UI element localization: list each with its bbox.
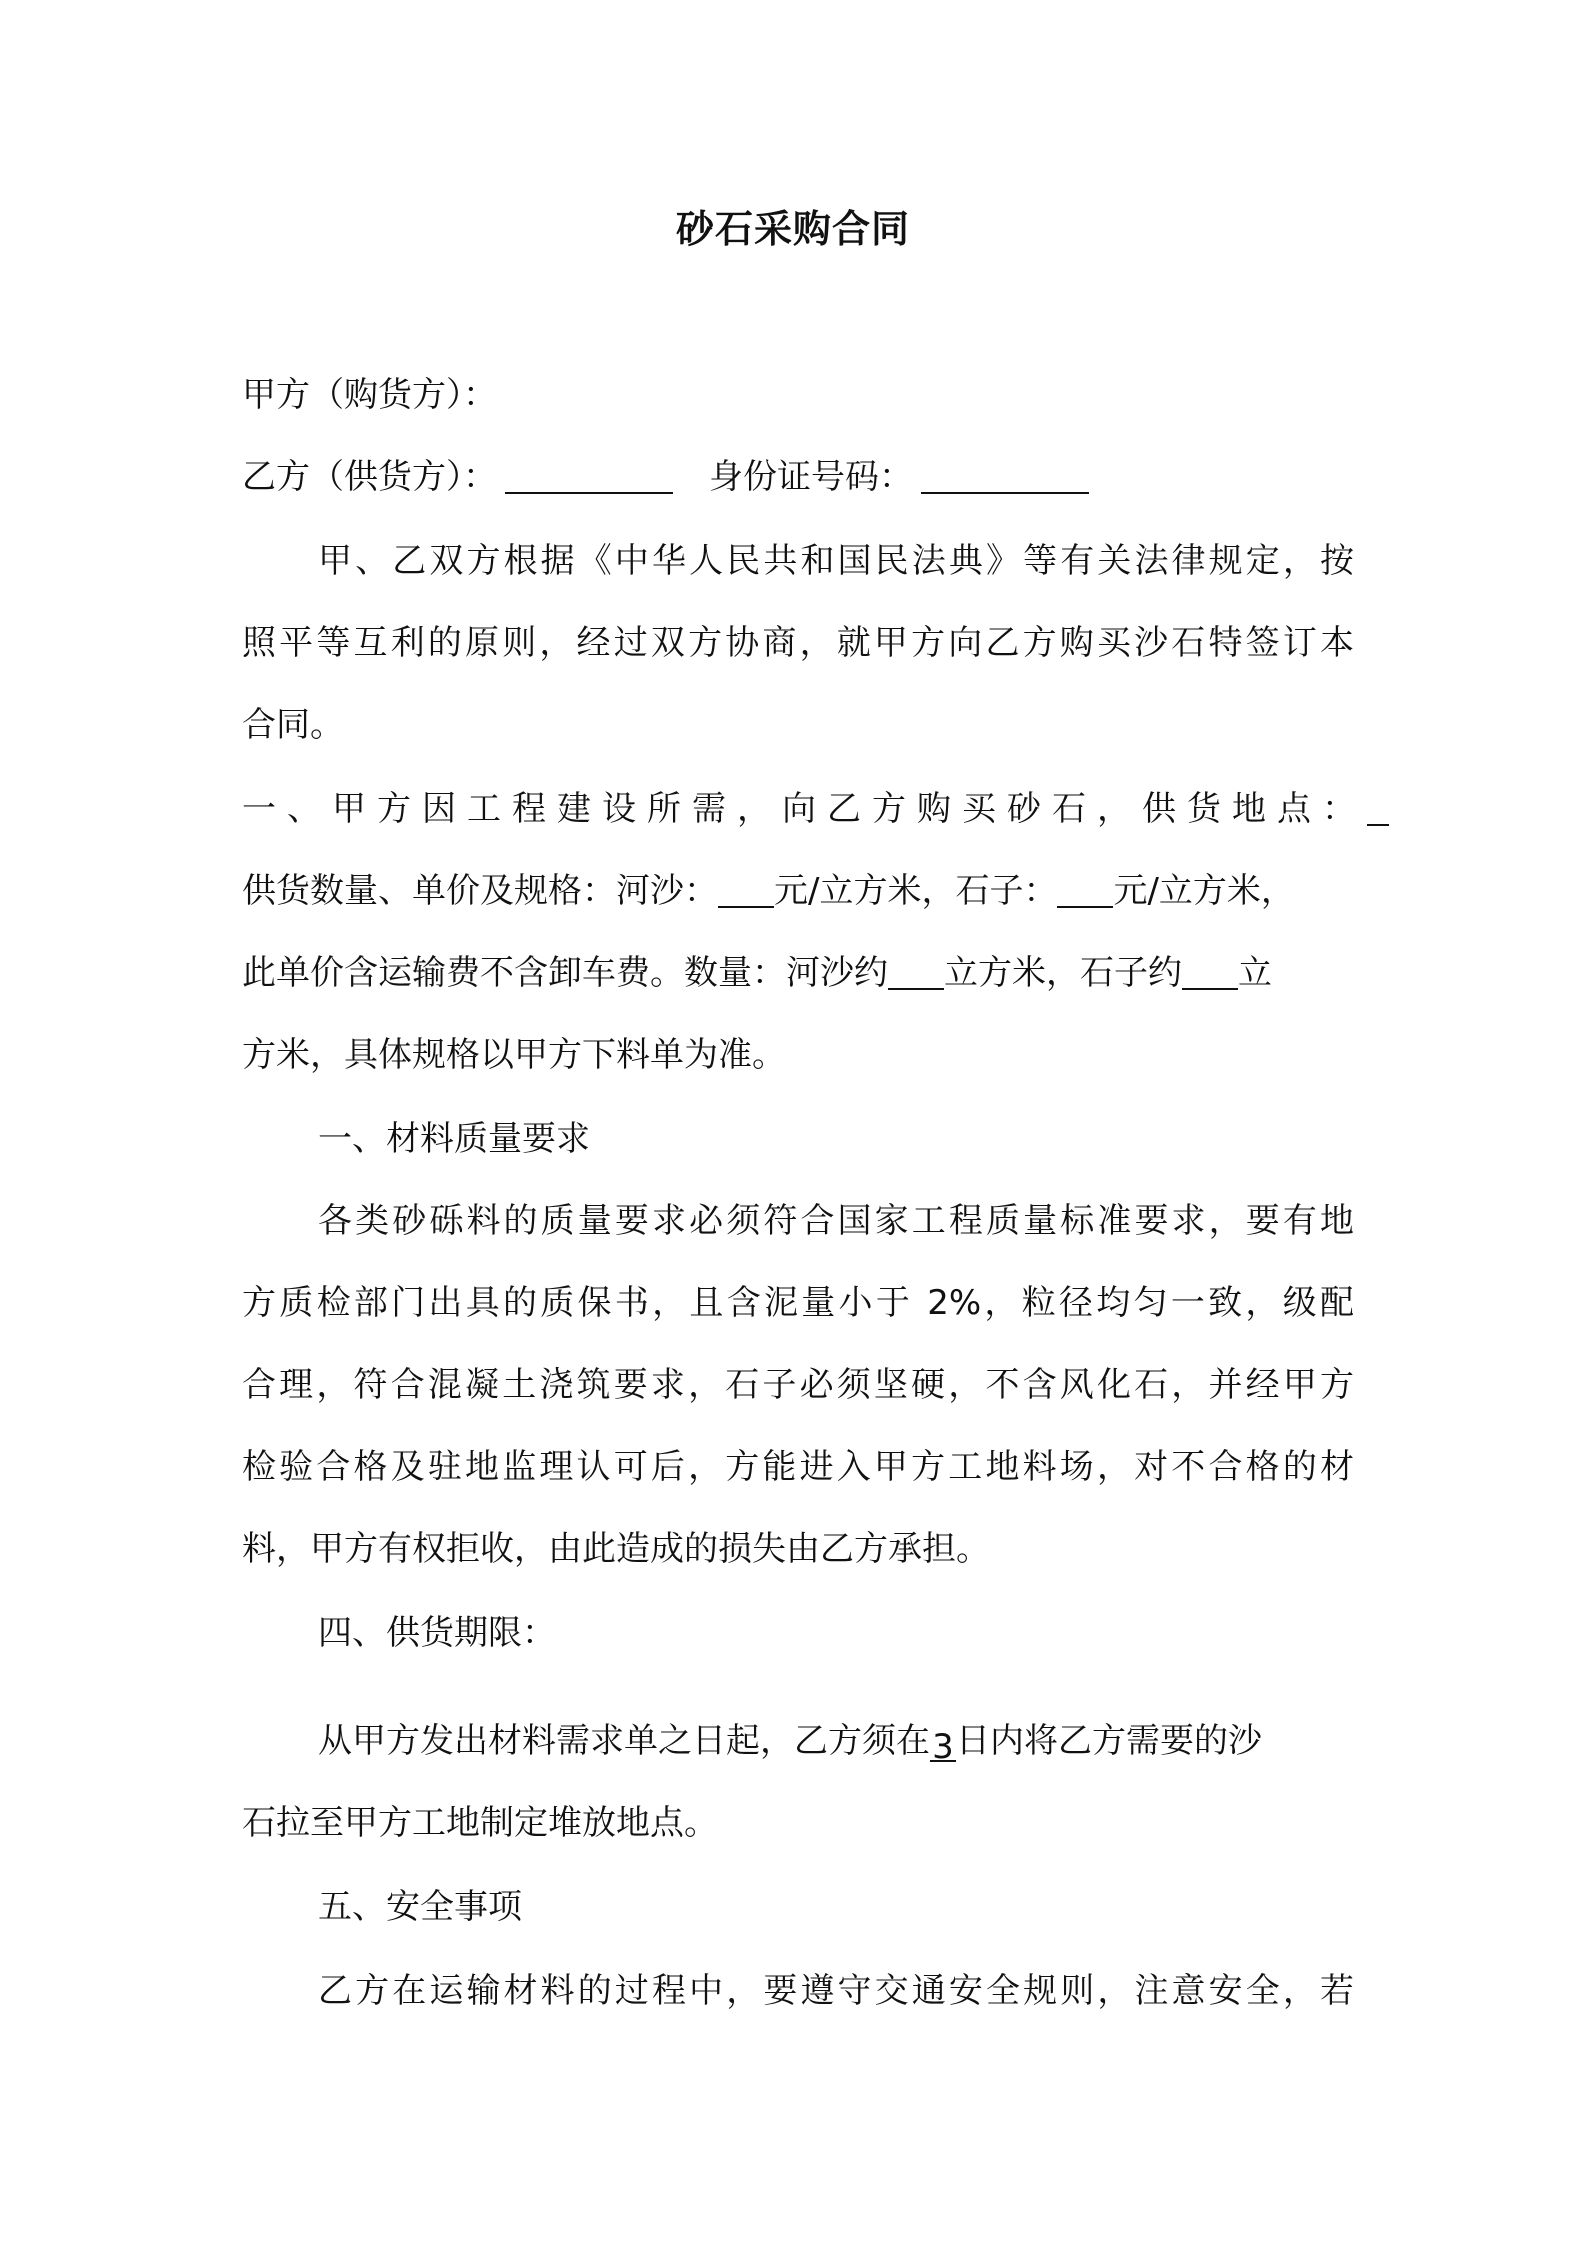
quantity-stone-label: 立方米，石子约: [944, 953, 1182, 993]
party-b-name-blank: [505, 454, 673, 494]
river-sand-qty-blank: [888, 950, 944, 990]
section1-intro: 一、甲方因工程建设所需，向乙方购买砂石，供货地点：: [242, 789, 1367, 829]
quality-line-5: 料，甲方有权拒收，由此造成的损失由乙方承担。: [242, 1529, 990, 1569]
period-line-2: 石拉至甲方工地制定堆放地点。: [242, 1803, 718, 1843]
id-number-label: 身份证号码：: [709, 457, 913, 497]
quality-line-4: 检验合格及驻地监理认可后，方能进入甲方工地料场，对不合格的材: [242, 1447, 1354, 1487]
id-number-blank: [921, 454, 1089, 494]
section1-line-3: [242, 948, 1354, 998]
price-stone-label: 元/立方米，石子：: [774, 871, 1058, 911]
quality-line-3: 合理，符合混凝土浇筑要求，石子必须坚硬，不含风化石，并经甲方: [242, 1365, 1354, 1405]
stone-qty-blank: [1182, 950, 1238, 990]
section1-line-2: [242, 866, 1354, 916]
document-title: 砂石采购合同: [675, 207, 910, 251]
section1-line-4: 方米，具体规格以甲方下料单为准。: [242, 1035, 786, 1075]
section1-line-1: [242, 784, 1367, 834]
quantity-unit-start: 立: [1238, 953, 1272, 993]
safety-heading: 五、安全事项: [318, 1887, 522, 1927]
party-a-label: 甲方（购货方）：: [242, 375, 497, 415]
price-unit-label: 元/立方米，: [1113, 871, 1295, 911]
delivery-location-blank: [1367, 786, 1389, 826]
stone-price-blank: [1057, 868, 1113, 908]
period-text-end: 日内将乙方需要的沙: [956, 1721, 1262, 1761]
quality-line-1: 各类砂砾料的质量要求必须符合国家工程质量标准要求，要有地: [318, 1201, 1354, 1241]
party-a-line: [242, 370, 1354, 420]
quality-line-2: 方质检部门出具的质保书，且含泥量小于 2%，粒径均匀一致，级配: [242, 1283, 1354, 1323]
river-sand-price-blank: [718, 868, 774, 908]
price-river-sand-label: 供货数量、单价及规格：河沙：: [242, 871, 718, 911]
preamble-line-1: 甲、乙双方根据《中华人民共和国民法典》等有关法律规定，按: [318, 541, 1354, 581]
party-b-line: [242, 452, 1354, 502]
quantity-river-sand-label: 此单价含运输费不含卸车费。数量：河沙约: [242, 953, 888, 993]
preamble-line-2: 照平等互利的原则，经过双方协商，就甲方向乙方购买沙石特签订本: [242, 623, 1354, 663]
period-heading: 四、供货期限：: [318, 1613, 556, 1653]
delivery-days-value: 3: [930, 1722, 956, 1762]
preamble-line-3: 合同。: [242, 705, 344, 745]
period-text-start: 从甲方发出材料需求单之日起，乙方须在: [318, 1721, 930, 1761]
period-line-1: [318, 1716, 1354, 1766]
safety-line-1: 乙方在运输材料的过程中，要遵守交通安全规则，注意安全，若: [318, 1971, 1354, 2011]
quality-heading: 一、材料质量要求: [318, 1119, 590, 1159]
party-b-label: 乙方（供货方）：: [242, 457, 497, 497]
